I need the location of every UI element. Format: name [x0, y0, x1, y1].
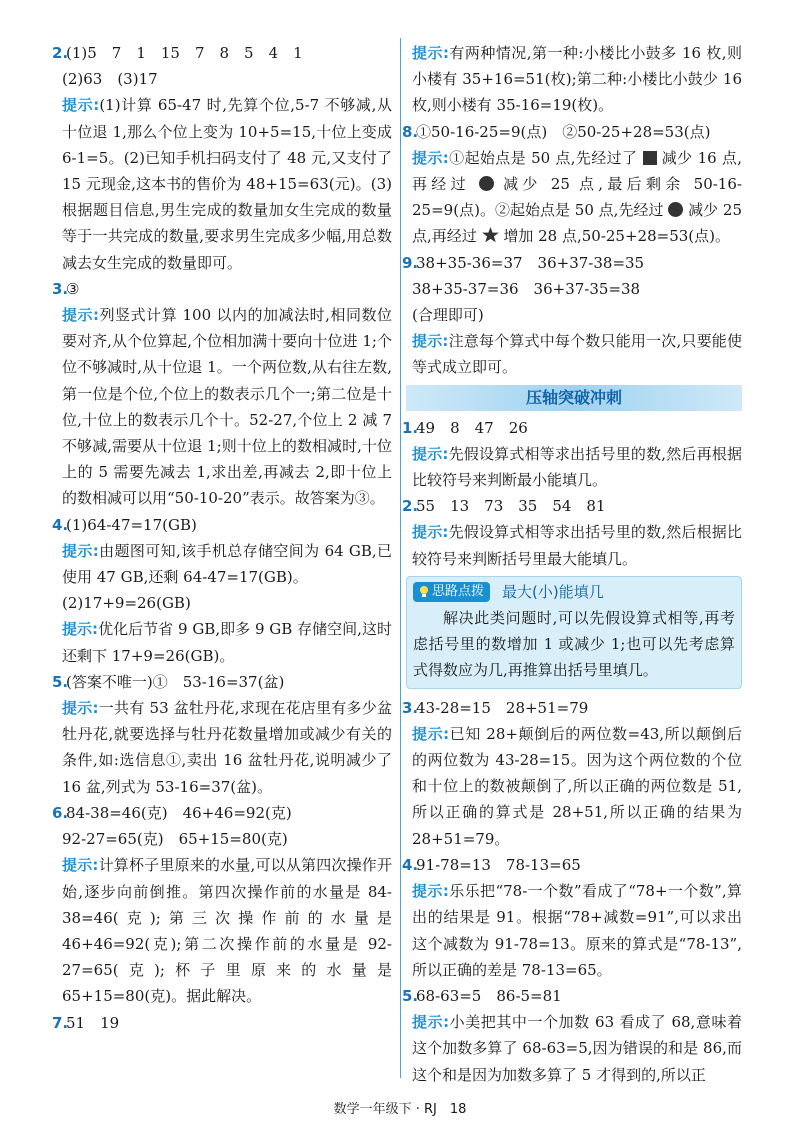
- answer-line: 68-63=5 86-5=81: [416, 986, 562, 1005]
- challenge-4: [402, 852, 743, 983]
- hint-paragraph: [412, 441, 742, 493]
- hint-label: 提示:: [412, 523, 449, 542]
- hint-text: 乐乐把“78-一个数”看成了“78+一个数”,算出的结果是 91。根据“78+减数=91”,可以求出这个减数为 91-78=13。原来的算式是“78-13”,所以正确的差是 78-13=65。: [412, 882, 743, 979]
- answer-line: 38+35-36=37 36+37-38=35: [416, 253, 645, 272]
- question-number: 6.: [52, 803, 69, 822]
- answer-line: (2)63 (3)17: [62, 70, 158, 89]
- hint-text: 小美把其中一个加数 63 看成了 68,意味着这个加数多算了 68-63=5,因为错误的和是 86,而这个和是因为加数多算了 5 才得到的,所以正: [412, 1013, 743, 1084]
- question-number: 9.: [402, 253, 419, 272]
- right-column: [402, 40, 743, 1088]
- answer-line: ①50-16-25=9(点) ②50-25+28=53(点): [416, 122, 711, 141]
- challenge-3: [402, 695, 742, 852]
- hint-text: 由题图可知,该手机总存储空间为 64 GB,已使用 47 GB,还剩 64-47=17(GB)。: [62, 541, 392, 587]
- hint-text: 计算杯子里原来的水量,可以从第四次操作开始,逐步向前倒推。第四次操作前的水量是 84-38=46(克);第三次操作前的水量是 46+46=92(克);第二次操作前的水量是 92-27=65(克);杯子里原来的水量是 65+15=80(克)。据此解决。: [62, 856, 392, 1006]
- question-number: 1.: [402, 418, 419, 437]
- hint-text: 已知 28+颠倒后的两位数=43,所以颠倒后的两位数为 43-28=15。因为这个两位数的个位和十位上的数被颠倒了,所以正确的两位数是 51,所以正确的算式是 28+51,所以正确的结果为 28+51=79。: [412, 724, 742, 848]
- question-5: [52, 669, 392, 800]
- hint-label: 提示:: [62, 541, 99, 560]
- hint-paragraph: [412, 519, 742, 571]
- hint-label: 提示:: [412, 724, 450, 743]
- question-number: 2.: [402, 497, 419, 516]
- question-number: 3.: [52, 279, 69, 298]
- tip-box: [406, 576, 742, 689]
- answer-line: 84-38=46(克) 46+46=92(克): [66, 803, 292, 822]
- hint-paragraph: [412, 328, 742, 380]
- question-number: 5.: [402, 986, 419, 1005]
- hint-label: 提示:: [62, 306, 100, 325]
- question-number: 8.: [402, 122, 419, 141]
- tip-badge: [413, 582, 490, 602]
- answer-line: (1)64-47=17(GB): [66, 515, 197, 534]
- answer-line: 91-78=13 78-13=65: [416, 855, 581, 874]
- question-7: [52, 1010, 392, 1036]
- left-column: [52, 40, 393, 1036]
- lightbulb-icon: [419, 585, 429, 598]
- answer-line: 49 8 47 26: [416, 418, 528, 437]
- answer-line: 92-27=65(克) 65+15=80(克): [62, 830, 288, 849]
- hint-paragraph: [412, 145, 742, 250]
- hint-paragraph: [412, 40, 742, 119]
- hint-text: (1)计算 65-47 时,先算个位,5-7 不够减,从十位退 1,那么个位上变为 10+5=15,十位上变成 6-1=5。(2)已知手机扫码支付了 48 元,又支付了 15 元现金,这本书的售价为 48+15=63(元)。(3)根据题目信息,男生完成的数量加女生完成的数量等于一共完成的数量,要求男生完成多少幅,用总数减去女生完成的数量即可。: [62, 96, 392, 272]
- hint-text: ①起始点是 50 点,先经过了: [448, 148, 638, 167]
- answer-line: 51 19: [66, 1013, 120, 1032]
- challenge-1: [402, 415, 742, 494]
- hint-text: 注意每个算式中每个数只能用一次,只要能使等式成立即可。: [412, 332, 742, 377]
- hint-label: 提示:: [62, 96, 100, 115]
- question-number: 3.: [402, 698, 419, 717]
- page-footer: 数学一年级下 · RJ 18: [333, 1102, 467, 1117]
- hint-paragraph: [412, 1009, 742, 1088]
- hint-label: 提示:: [412, 882, 449, 901]
- circle-shape-icon: [479, 176, 494, 191]
- answer-line: 38+35-37=36 36+37-35=38: [412, 279, 641, 298]
- hint-text: 减少 25 点,再经过: [412, 201, 743, 246]
- question-number: 7.: [52, 1013, 69, 1032]
- star-shape-icon: [482, 227, 499, 243]
- hint-label: 提示:: [62, 699, 99, 718]
- question-8: [402, 119, 743, 250]
- hint-text: 列竖式计算 100 以内的加减法时,相同数位要对齐,从个位算起,个位相加满十要向十位进 1;个位不够减时,从十位退 1。一个两位数,从右往左数,第一位是个位,个位上的数表示几个一;第二位是十位,十位上的数表示几个十。52-27,个位上 2 减 7 不够减,需要从十位退 1;则十位上的数相减时,十位上的 5 需要先减去 1,求出差,再减去 2,即十位上的数相减可以用“50-10-20”表示。故答案为③。: [62, 306, 393, 508]
- circle-shape-icon: [668, 202, 683, 217]
- challenge-5: [402, 983, 743, 1088]
- question-3: [52, 276, 393, 512]
- hint-text: 一共有 53 盆牡丹花,求现在花店里有多少盆牡丹花,就要选择与牡丹花数量增加或减少有关的条件,如:选信息①,卖出 16 盆牡丹花,说明减少了 16 盆,列式为 53-16=37(盆)。: [62, 699, 392, 796]
- answer-line: ③: [66, 279, 80, 298]
- hint-text: 减少 25 点,最后剩余 50-16-25=9(点)。②起始点是 50 点,先经过: [412, 175, 742, 220]
- tip-body: 解决此类问题时,可以先假设算式相等,再考虑括号里的数增加 1 或减少 1;也可以先考虑算式得数应为几,再推算出括号里填几。: [413, 609, 735, 680]
- challenge-2: [402, 493, 742, 572]
- hint-paragraph: [62, 302, 392, 512]
- tip-badge-label: 思路点拨: [432, 583, 485, 599]
- answer-line: (1)5 7 1 15 7 8 5 4 1: [66, 44, 303, 62]
- hint-paragraph: [62, 616, 392, 668]
- column-divider: [400, 38, 401, 1078]
- question-2: [52, 40, 392, 276]
- hint-paragraph: [62, 92, 392, 275]
- question-number: 4.: [52, 515, 69, 534]
- answer-line: 55 13 73 35 54 81: [416, 497, 606, 516]
- hint-paragraph: [412, 878, 742, 983]
- hint-text: 减少 16 点,再经过: [412, 148, 742, 194]
- hint-label: 提示:: [412, 44, 449, 62]
- section-header: 压轴突破冲刺: [406, 385, 742, 411]
- question-number: 5.: [52, 672, 69, 691]
- question-6: [52, 800, 392, 1010]
- square-shape-icon: [643, 151, 657, 165]
- hint-text: 有两种情况,第一种:小楼比小鼓多 16 枚,则小楼有 35+16=51(枚);第二种:小楼比小鼓少 16 枚,则小楼有 35-16=19(枚)。: [412, 44, 742, 115]
- hint-text: 优化后节省 9 GB,即多 9 GB 存储空间,这时还剩下 17+9=26(GB)。: [62, 620, 392, 665]
- question-9: [402, 250, 742, 381]
- hint-label: 提示:: [412, 332, 449, 351]
- answer-line: 43-28=15 28+51=79: [416, 698, 589, 717]
- hint-paragraph: [62, 695, 392, 800]
- hint-label: 提示:: [412, 148, 449, 167]
- hint-text: 先假设算式相等求出括号里的数,然后根据比较符号来判断括号里最大能填几。: [412, 523, 742, 568]
- hint-label: 提示:: [62, 620, 99, 639]
- tip-title: 最大(小)能填几: [502, 582, 604, 601]
- answer-line: (2)17+9=26(GB): [62, 594, 191, 613]
- hint-paragraph: [412, 721, 742, 852]
- hint-text: 增加 28 点,50-25+28=53(点)。: [503, 227, 730, 246]
- hint-paragraph: [62, 538, 392, 590]
- question-number: 2.: [52, 44, 69, 62]
- hint-label: 提示:: [412, 1013, 450, 1032]
- hint-text: 先假设算式相等求出括号里的数,然后再根据比较符号来判断最小能填几。: [412, 444, 742, 490]
- hint-label: 提示:: [62, 856, 99, 875]
- question-number: 4.: [402, 855, 419, 874]
- hint-paragraph: [62, 852, 392, 1009]
- answer-line: (答案不唯一)① 53-16=37(盆): [66, 672, 285, 691]
- hint-label: 提示:: [412, 444, 449, 463]
- answer-line: (合理即可): [412, 306, 484, 325]
- question-4: [52, 512, 392, 669]
